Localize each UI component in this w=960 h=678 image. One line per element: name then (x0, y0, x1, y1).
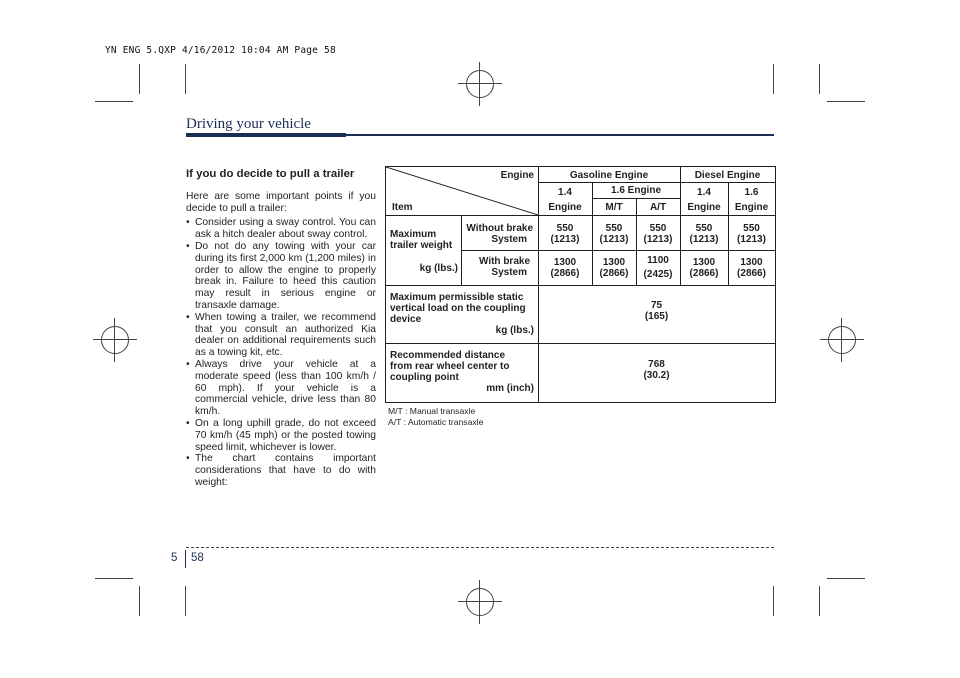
page-separator (185, 550, 186, 568)
section-title: Driving your vehicle (186, 116, 311, 132)
crop-mark (139, 586, 140, 616)
table-rule (386, 285, 775, 286)
table-rule (538, 182, 775, 183)
chapter-number: 5 (171, 552, 178, 564)
trailer-weight-label: Maximum (390, 229, 437, 240)
without-brake-label: System (491, 234, 527, 245)
header-gasoline-1-6: 1.6 Engine (610, 185, 661, 196)
static-load-label: Maximum permissible static vertical load on the coupling device (390, 292, 526, 325)
crop-mark (185, 586, 186, 616)
cell-without-brake: 550 (1213) (689, 223, 719, 245)
distance-label: Recommended distance from rear wheel center to coupling point (390, 350, 510, 383)
cell-without-brake: 550 (1213) (550, 223, 580, 245)
title-bar (186, 133, 346, 137)
bullet-list (186, 217, 376, 488)
header-mt: M/T (605, 202, 623, 213)
list-item: • The chart contains important considerations that have to do with weight: (186, 453, 376, 488)
list-item: • Consider using a sway control. You can ask a hitch dealer about sway control. (186, 217, 376, 241)
note-mt: M/T : Manual transaxle (388, 406, 476, 416)
trailer-weight-unit: kg (lbs.) (419, 263, 458, 274)
title-rule (346, 134, 774, 136)
cell-without-brake: 550 (1213) (643, 223, 673, 245)
crop-mark (95, 578, 133, 579)
crop-mark (773, 64, 774, 94)
distance-unit: mm (inch) (486, 383, 534, 394)
crop-mark (827, 578, 865, 579)
note-at: A/T : Automatic transaxle (388, 417, 484, 427)
print-slug: YN ENG 5.QXP 4/16/2012 10:04 AM Page 58 (105, 45, 336, 56)
registration-mark-icon (466, 70, 494, 98)
list-item: • When towing a trailer, we recommend that you consult an authorized Kia dealer on additional requirements such as a towing kit, etc. (186, 312, 376, 359)
list-item: • On a long uphill grade, do not exceed 70 km/h (45 mph) or the posted towing speed limit, whichever is lower. (186, 418, 376, 453)
registration-mark-icon (828, 326, 856, 354)
table-rule (386, 215, 775, 216)
cell-without-brake: 550 (1213) (599, 223, 629, 245)
crop-mark (819, 586, 820, 616)
list-item: • Always drive your vehicle at a moderate speed (less than 100 km/h / 60 mph). If your vehicle is a commercial vehicle, drive less than 80 km/h. (186, 359, 376, 418)
list-item: • Do not do any towing with your car during its first 2,000 km (1,200 miles) in order to allow the engine to properly break in. Failure to heed this caution may result in serious engine or transaxle damage. (186, 241, 376, 312)
table-notes (388, 406, 483, 428)
trailer-weight-label: trailer weight (390, 240, 453, 251)
crop-mark (95, 101, 133, 102)
crop-mark (827, 101, 865, 102)
towing-spec-table (385, 166, 776, 403)
crop-mark (185, 64, 186, 94)
header-gasoline-1-4: 1.4 (558, 187, 572, 198)
header-gasoline-1-4-engine: Engine (548, 202, 582, 213)
header-item: Item (392, 202, 413, 213)
trailer-instructions (186, 169, 376, 489)
header-diesel-1-6-engine: Engine (734, 202, 769, 213)
crop-mark (139, 64, 140, 94)
without-brake-label: Without brake (466, 223, 533, 234)
header-gasoline-engine: Gasoline Engine (569, 170, 649, 181)
cell-with-brake: 1300 (2866) (599, 257, 629, 279)
cell-with-brake: 1300 (2866) (737, 257, 766, 279)
cell-without-brake: 550 (1213) (737, 223, 766, 245)
crop-mark (773, 586, 774, 616)
static-load-unit: kg (lbs.) (495, 325, 534, 336)
header-diesel-1-4-engine: Engine (687, 202, 721, 213)
header-at: A/T (649, 202, 667, 213)
header-diesel-engine: Diesel Engine (694, 170, 761, 181)
section-heading: If you do decide to pull a trailer (186, 168, 355, 180)
crop-mark (819, 64, 820, 94)
cell-with-brake: 1300 (2866) (550, 257, 580, 279)
header-diesel-1-4: 1.4 (697, 187, 711, 198)
static-load-value: 75 (165) (644, 300, 669, 322)
page-number: 58 (191, 552, 204, 564)
registration-mark-icon (101, 326, 129, 354)
table-rule (386, 343, 775, 344)
intro-paragraph: Here are some important points if you decide to pull a trailer: (186, 190, 376, 214)
distance-value: 768 (30.2) (643, 359, 670, 381)
header-engine: Engine (500, 170, 534, 181)
with-brake-label: With brake (478, 256, 530, 267)
footer-rule (186, 547, 774, 548)
header-diesel-1-6: 1.6 (744, 187, 759, 198)
with-brake-label: System (491, 267, 527, 278)
cell-with-brake: 1100 (2425) (643, 255, 673, 280)
cell-with-brake: 1300 (2866) (689, 257, 719, 279)
registration-mark-icon (466, 588, 494, 616)
